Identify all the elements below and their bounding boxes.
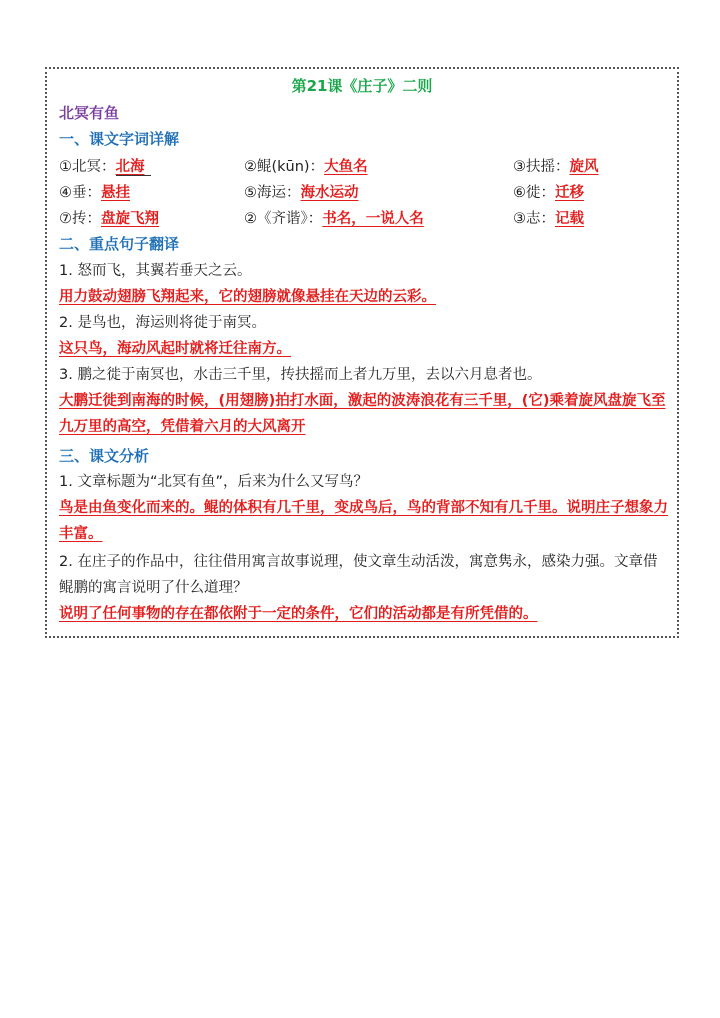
analysis-question: 2. 在庄子的作品中，往往借用寓言故事说理，使文章生动活泼，寓意隽永，感染力强。文章借鲲鹏的寓言说明了什么道理？	[59, 554, 658, 596]
word-term: ②《齐谐》：	[244, 211, 323, 227]
word-item	[513, 207, 584, 228]
word-answer: 书名，一说人名	[322, 211, 424, 227]
section-title: 北冥有鱼	[59, 104, 120, 122]
word-answer: 悬挂	[101, 185, 130, 201]
analysis-answer: 鸟是由鱼变化而来的。鲲的体积有几千里，变成鸟后，鸟的背部不知有几千里。说明庄子想象力丰富。	[59, 500, 668, 542]
word-item	[59, 207, 159, 228]
word-item	[244, 181, 359, 202]
heading-translation: 二、重点句子翻译	[59, 235, 180, 253]
analysis-question: 1. 文章标题为“北冥有鱼”，后来为什么又写鸟？	[59, 474, 368, 490]
heading-analysis: 三、课文分析	[59, 447, 150, 465]
word-answer: 旋风	[569, 159, 599, 175]
word-term: ④垂：	[59, 185, 101, 201]
sentence-question: 2. 是鸟也，海运则将徙于南冥。	[59, 315, 266, 331]
sentence-question: 1. 怒而飞，其翼若垂天之云。	[59, 263, 252, 279]
word-item	[513, 181, 584, 202]
word-item	[59, 155, 151, 176]
analysis-answer: 说明了任何事物的存在都依附于一定的条件，它们的活动都是有所凭借的。	[59, 606, 538, 622]
word-answer: 海水运动	[300, 185, 359, 201]
word-item	[59, 181, 130, 202]
sentence-question: 3. 鹏之徙于南冥也，水击三千里，抟扶摇而上者九万里，去以六月息者也。	[59, 367, 542, 383]
word-term: ③扶摇：	[513, 159, 570, 175]
sentence-answer: 大鹏迁徙到南海的时候，(用翅膀)拍打水面，激起的波涛浪花有三千里，(它)乘着旋风盘旋飞至九万里的高空，凭借着六月的大风离开	[59, 393, 666, 435]
word-term: ⑥徙：	[513, 185, 555, 201]
word-answer: 北海	[116, 159, 151, 176]
word-item	[244, 207, 424, 228]
page-title: 第21课《庄子》二则	[291, 77, 433, 95]
word-item	[513, 155, 599, 176]
word-answer: 记载	[555, 211, 584, 227]
word-term: ③志：	[513, 211, 555, 227]
word-answer: 大鱼名	[324, 159, 368, 175]
sentence-answer: 用力鼓动翅膀飞翔起来，它的翅膀就像悬挂在天边的云彩。	[59, 289, 436, 305]
word-answer: 盘旋飞翔	[101, 211, 159, 227]
word-term: ⑤海运：	[244, 185, 301, 201]
word-item	[244, 155, 368, 176]
word-term: ②鲲(kūn)：	[244, 159, 325, 175]
word-term: ⑦抟：	[59, 211, 101, 227]
word-term: ①北冥：	[59, 159, 116, 175]
word-answer: 迁移	[555, 185, 584, 201]
sentence-answer: 这只鸟，海动风起时就将迁往南方。	[59, 341, 291, 357]
worksheet-box	[45, 67, 679, 638]
heading-vocabulary: 一、课文字词详解	[59, 130, 180, 148]
